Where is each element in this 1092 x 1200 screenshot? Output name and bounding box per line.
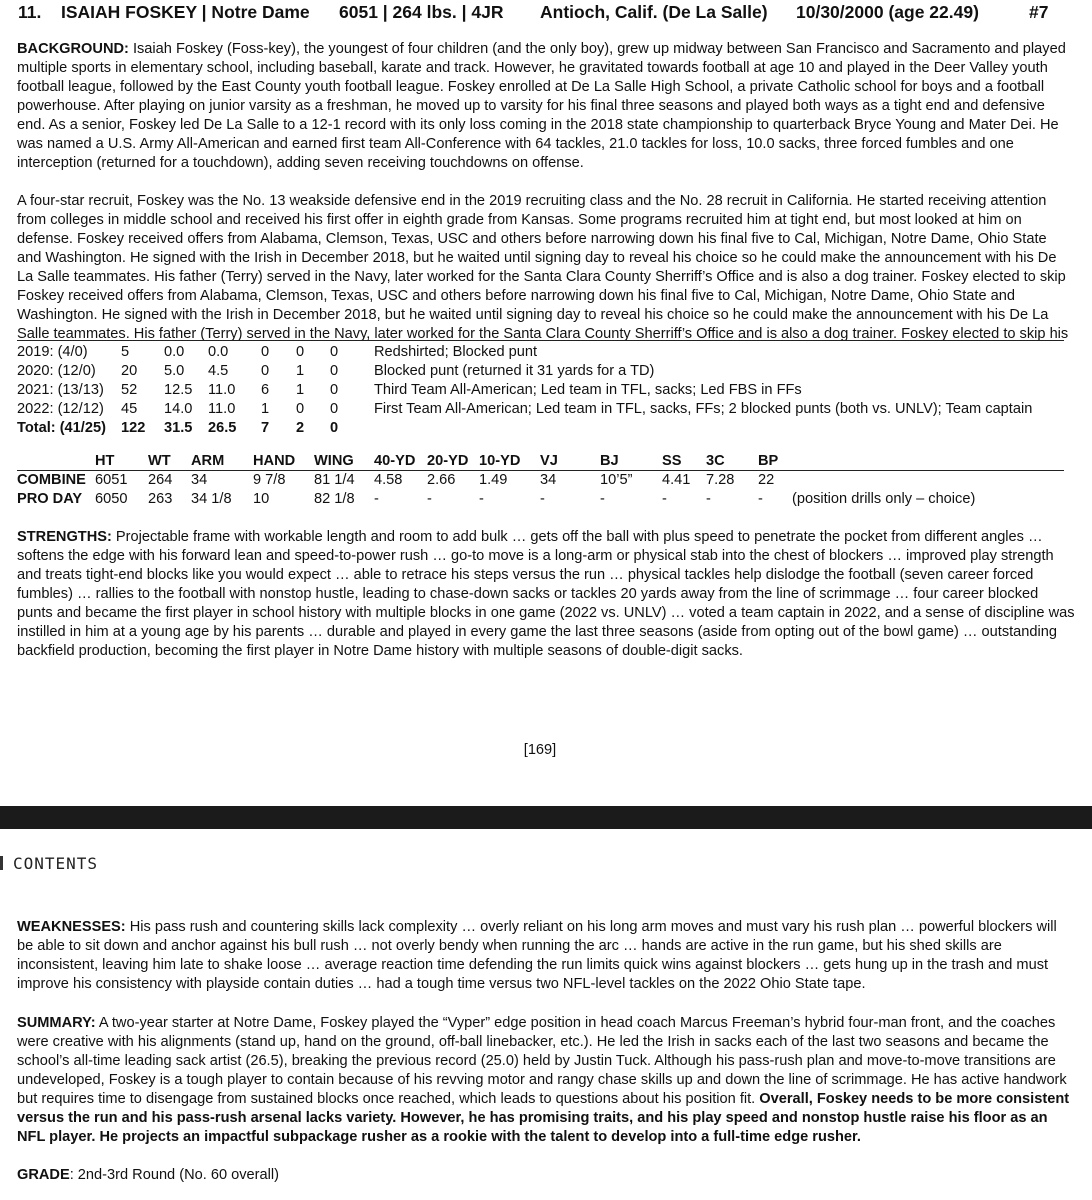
stats-sacks: 11.0 [208,401,236,417]
weaknesses-section [17,918,1075,994]
stats-sacks: 0.0 [208,344,229,360]
stats-blocked: 0 [296,344,305,360]
col-40yd: 40-YD [374,453,416,469]
stats-blocked: 1 [296,382,305,398]
value-hand: 9 7/8 [253,472,286,488]
col-wt: WT [148,453,171,469]
stats-tfl: 12.5 [164,382,193,398]
background-overlap-text: Foskey received offers from Alabama, Clemson, Texas, USC and others before narrowing down his final five to Cal, Michigan, Notre Dame, Ohio State and Washington. He signed with the Irish in December 2018, but he waited until signing day to reveal his choice so he could make the announcement with his De La Salle teammates. His father (Terry) served in the Navy, later worked for the Santa Clara County Sherriff’s Office and is also a dog trainer. Foskey elected to skip his [17,288,1069,340]
background-paragraph-2 [17,192,1075,285]
stats-notes: Redshirted; Blocked punt [374,344,538,360]
stats-tfl: 31.5 [164,420,193,436]
player-birthdate: 10/30/2000 (age 22.49) [796,2,979,22]
value-20yd: 2.66 [427,472,456,488]
grade-text: : 2nd-3rd Round (No. 60 overall) [69,1167,279,1183]
measurables-row-combine [17,471,1077,490]
value-ht: 6050 [95,491,128,507]
value-arm: 34 1/8 [191,491,232,507]
value-bp: 22 [758,472,775,488]
stats-notes: Third Team All-American; Led team in TFL, sacks; Led FBS in FFs [374,382,802,398]
value-ht: 6051 [95,472,128,488]
value-arm: 34 [191,472,208,488]
col-vj: VJ [540,453,558,469]
grade-section [17,1166,1075,1185]
summary-section [17,1014,1075,1147]
value-40yd: - [374,491,379,507]
stats-row [17,362,1077,381]
value-bj: 10’5” [600,472,633,488]
value-vj: 34 [540,472,557,488]
stats-season: 2020: (12/0) [17,363,96,379]
stats-int: 0 [330,420,339,436]
col-3c: 3C [706,453,725,469]
stats-season: 2019: (4/0) [17,344,88,360]
stats-ff: 0 [261,363,270,379]
stats-row [17,400,1077,419]
weaknesses-label: WEAKNESSES: [17,919,126,935]
stats-tfl: 5.0 [164,363,185,379]
stats-sacks: 11.0 [208,382,236,398]
stats-sacks: 4.5 [208,363,229,379]
summary-label: SUMMARY: [17,1015,96,1031]
strengths-label: STRENGTHS: [17,529,112,545]
stats-ff: 7 [261,420,270,436]
value-hand: 10 [253,491,270,507]
background-overlap-block [17,287,1075,340]
background-text-2: A four-star recruit, Foskey was the No. 13 weakside defensive end in the 2019 recruiting class and the No. 28 recruit in California. He started receiving attention from colleges in middle school and received his first offer in eighth grade from Kansas. Some programs recruited him at tight end, but most looked at him on defense. Foskey received offers from Alabama, Clemson, Texas, USC and others before narrowing down his final five to Cal, Michigan, Notre Dame, Ohio State and Washington. He signed with the Irish in December 2018, but he waited until signing day to reveal his choice so he could make the announcement with his De La Salle teammates. His father (Terry) served in the Navy, later worked for the Santa Clara County Sherriff’s Office and is also a dog trainer. Foskey elected to skip [17,193,1066,285]
strengths-text: Projectable frame with workable length and room to add bulk … gets off the ball with plus speed to penetrate the pocket from different angles … softens the edge with his forward lean and speed-to-power rush … go-to move is a long-arm or physical stab into the chest of blockers … improved play strength and treats tight-end blocks like you would expect … able to retrace his steps versus the run … physical tackles help dislodge the football (seven career forced fumbles) … rallies to the football with nonstop hustle, leading to chase-down sacks or tackles 20 yards away from the line of scrimmage … four career blocked punts and became the first player in school history with multiple blocks in one game (2022 vs. UNLV) … voted a team captain in 2022, and a sense of discipline was instilled in him at a young age by his parents … durable and played in every game the last three seasons (aside from opting out of the bowl game) … outstanding backfield production, becoming the first player in Notre Dame history with multiple seasons of double-digit sacks. [17,529,1075,659]
measurables-header [17,452,1077,471]
contents-label: CONTENTS [13,853,99,873]
background-text: Isaiah Foskey (Foss-key), the youngest of four children (and the only boy), grew up midway between San Francisco and Sacramento and played multiple sports in elementary school, including baseball, karate and track. However, he gravitated towards football at age 10 and played in the Deer Valley youth football league, followed by the East County youth football league. Foskey enrolled at De La Salle High School, a private Catholic school for boys and a football powerhouse. After playing on junior varsity as a freshman, he moved up to varsity for his final three seasons and played both ways as a tight end and defensive end. As a senior, Foskey led De La Salle to a 12-1 record with its only loss coming in the 2018 state championship to quarterback Bryce Young and Mater Dei. He was named a U.S. Army All-American and earned first team All-Conference with 64 tackles, 21.0 tackles for loss, 10.0 sacks, three forced fumbles and one interception (returned for a touchdown), adding seven receiving touchdowns on offense. [17,41,1066,171]
value-ss: - [662,491,667,507]
measurables-row-label: PRO DAY [17,491,83,507]
value-3c: 7.28 [706,472,735,488]
page-number: [169] [523,742,557,758]
stats-notes: Blocked punt (returned it 31 yards for a TD) [374,363,655,379]
col-hand: HAND [253,453,296,469]
col-ss: SS [662,453,682,469]
stats-tackles: 5 [121,344,130,360]
col-ht: HT [95,453,115,469]
summary-text: A two-year starter at Notre Dame, Foskey played the “Vyper” edge position in head coach Marcus Freeman’s hybrid four-man front, and the coaches were creative with his alignments (stand up, hand on the ground, off-ball linebacker, etc.). He led the Irish in sacks each of the last two seasons and became the school’s all-time leading sack artist (26.5), breaking the previous record (25.0) held by Justin Tuck. Although his pass-rush plan and move-to-move transitions are undeveloped, Foskey is a tough player to contain because of his revving motor and rangy chase skills up and down the line of scrimmage. He has active handwork but requires time to disengage from sustained blocks once reached, which leads to questions about his position fit. [17,1015,1067,1107]
contents-link[interactable] [0,852,98,874]
background-section [17,40,1075,173]
stats-int: 0 [330,382,339,398]
value-wt: 263 [148,491,173,507]
stats-notes: First Team All-American; Led team in TFL, sacks, FFs; 2 blocked punts (both vs. UNLV); Team captain [374,401,1033,417]
stats-int: 0 [330,401,339,417]
player-measurements: 6051 | 264 lbs. | 4JR [339,2,504,22]
stats-blocked: 0 [296,401,305,417]
col-wing: WING [314,453,354,469]
stats-season: 2022: (12/12) [17,401,104,417]
value-10yd: 1.49 [479,472,508,488]
value-ss: 4.41 [662,472,691,488]
value-bp: - [758,491,763,507]
value-20yd: - [427,491,432,507]
stats-tackles: 20 [121,363,138,379]
stats-tackles: 45 [121,401,138,417]
weaknesses-text: His pass rush and countering skills lack complexity … overly reliant on his long arm moves and must vary his rush plan … powerful blockers will be able to sit down and anchor against his bull rush … not overly bendy when running the arc … hands are active in the run game, but his shed skills are inconsistent, leaving him late to shake loose … average reaction time defending the run limits quick wins against blockers … gets hung up in the trash and must improve his consistency with playside contain duties … had a tough time versus two NFL-level tackles on the 2022 Ohio State tape. [17,919,1057,992]
player-name-school: ISAIAH FOSKEY | Notre Dame [61,2,310,22]
stats-tackles: 122 [121,420,146,436]
summary-conclusion: Overall, Foskey needs to be more consistent versus the run and his pass-rush arsenal lacks variety. However, he has promising traits, and his play speed and nonstop hustle raise his floor as an NFL player. He projects an impactful subpackage rusher as a rookie with the talent to develop into a full-time edge rusher. [17,1091,1070,1145]
grade-label: GRADE [17,1167,70,1183]
stats-tfl: 14.0 [164,401,193,417]
stats-row [17,343,1077,362]
stats-ff: 0 [261,344,270,360]
stats-tfl: 0.0 [164,344,185,360]
col-bp: BP [758,453,779,469]
value-3c: - [706,491,711,507]
value-40yd: 4.58 [374,472,403,488]
col-20yd: 20-YD [427,453,469,469]
stats-int: 0 [330,363,339,379]
value-bj: - [600,491,605,507]
value-wing: 82 1/8 [314,491,355,507]
stats-sacks: 26.5 [208,420,237,436]
stats-blocked: 1 [296,363,305,379]
value-wt: 264 [148,472,173,488]
stats-divider [17,340,1064,341]
strengths-section [17,528,1075,661]
stats-tackles: 52 [121,382,138,398]
background-label: BACKGROUND: [17,41,129,57]
stats-row [17,381,1077,400]
measurables-row-label: COMBINE [17,472,86,488]
stats-season: 2021: (13/13) [17,382,104,398]
stats-season: Total: (41/25) [17,420,106,436]
value-wing: 81 1/4 [314,472,355,488]
stats-ff: 6 [261,382,270,398]
contents-marker-icon [0,856,3,870]
player-rank: 11. [18,2,42,22]
value-10yd: - [479,491,484,507]
col-arm: ARM [191,453,225,469]
stats-total-row [17,419,1077,438]
col-10yd: 10-YD [479,453,521,469]
proday-note: (position drills only – choice) [792,491,976,507]
page-break-bar [0,806,1092,829]
stats-ff: 1 [261,401,270,417]
value-vj: - [540,491,545,507]
player-header [18,3,1078,27]
player-hometown: Antioch, Calif. (De La Salle) [540,2,768,22]
player-jersey: #7 [1029,2,1049,22]
stats-int: 0 [330,344,339,360]
stats-blocked: 2 [296,420,305,436]
col-bj: BJ [600,453,619,469]
measurables-row-proday [17,490,1077,509]
